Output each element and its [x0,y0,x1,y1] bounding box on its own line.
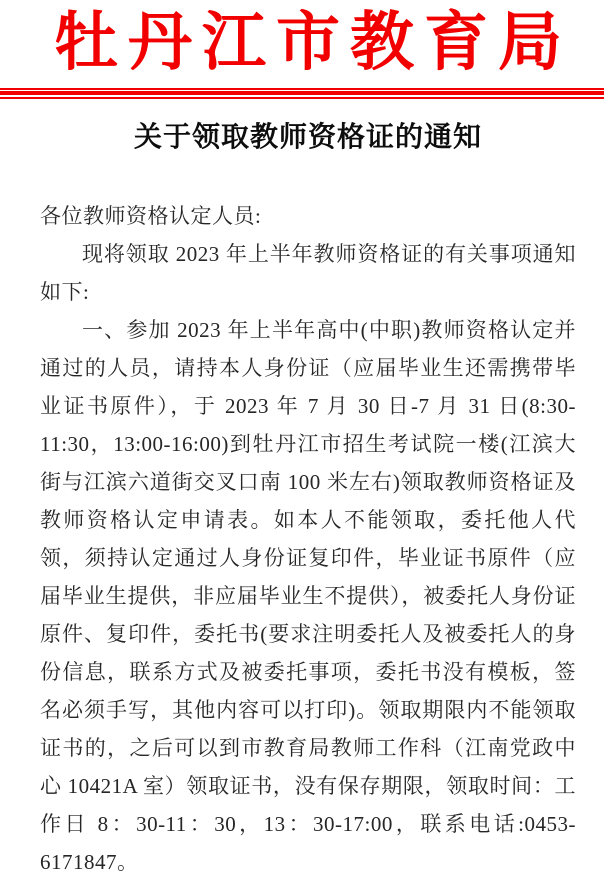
letterhead-divider-rule [0,88,604,99]
salutation-line: 各位教师资格认定人员: [40,204,262,228]
intro-paragraph: 现将领取 2023 年上半年教师资格证的有关事项通知如下: [40,242,576,304]
agency-title: 牡丹江市教育局 [54,7,572,78]
letterhead [0,0,616,99]
notice-body [40,197,576,881]
notice-title: 关于领取教师资格证的通知 [133,122,482,153]
main-paragraph: 一、参加 2023 年上半年高中(中职)教师资格认定并通过的人员，请持本人身份证（应届毕业生还需携带毕业证书原件），于 2023 年 7 月 30 日-7 月 31 日(8:30-11:30，13:00-16:00)到牡丹江市招生考试院一楼(江滨大街与江滨六道街交叉口南 100 米左右)领取教师资格证及教师资格认定申请表。如本人不能领取，委托他人代领，须持认定通过人身份证复印件，毕业证书原件（应届毕业生提供，非应届毕业生不提供），被委托人身份证原件、复印件，委托书(要求注明委托人及被委托人的身份信息，联系方式及被委托事项，委托书没有模板，签名必须手写，其他内容可以打印)。领取期限内不能领取证书的，之后可以到市教育局教师工作科（江南党政中心 10421A 室）领取证书，没有保存期限，领取时间：工作日 8：30-11：30，13：30-17:00，联系电话:0453-6171847。 [40,318,576,874]
